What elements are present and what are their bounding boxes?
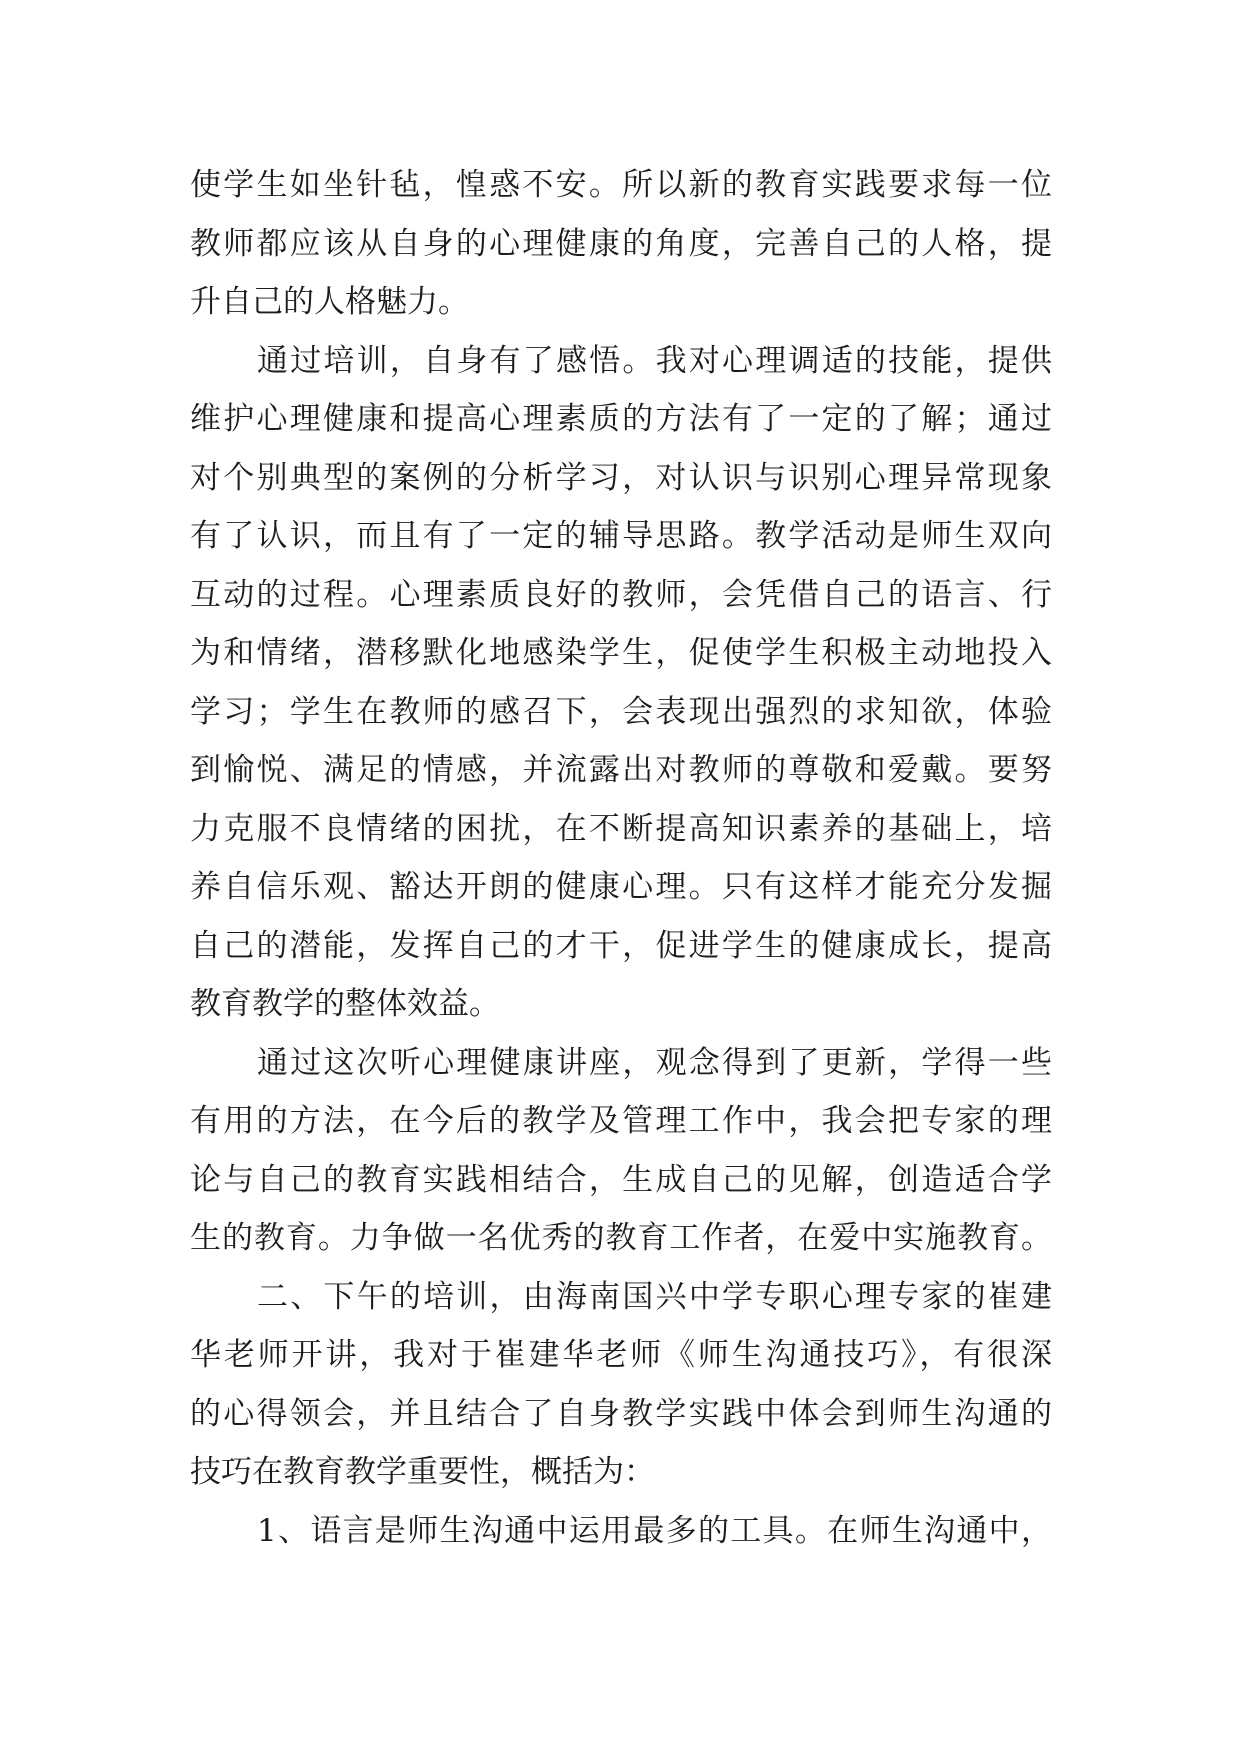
text-line: 生的教育。力争做一名优秀的教育工作者，在爱中实施教育。 — [190, 1220, 1052, 1256]
text-line: 通过这次听心理健康讲座，观念得到了更新，学得一些 — [257, 1044, 1052, 1081]
text-line: 维护心理健康和提高心理素质的方法有了一定的了解；通过 — [190, 401, 1052, 437]
text-line: 学习；学生在教师的感召下，会表现出强烈的求知欲，体验 — [190, 693, 1052, 730]
paragraph-continued — [190, 156, 1052, 332]
text-line: 到愉悦、满足的情感，并流露出对教师的尊敬和爱戴。要努 — [190, 752, 1052, 788]
text-line: 二、下午的培训，由海南国兴中学专职心理专家的崔建 — [257, 1278, 1052, 1315]
text-line: 力克服不良情绪的困扰，在不断提高知识素养的基础上，培 — [190, 810, 1052, 847]
text-line: 论与自己的教育实践相结合，生成自己的见解，创造适合学 — [190, 1161, 1052, 1198]
text-line: 的心得领会，并且结合了自身教学实践中体会到师生沟通的 — [190, 1395, 1052, 1432]
text-line: 教师都应该从自身的心理健康的角度，完善自己的人格，提 — [190, 225, 1052, 262]
text-line: 有了认识，而且有了一定的辅导思路。教学活动是师生双向 — [190, 518, 1052, 554]
text-line: 技巧在教育教学重要性，概括为： — [190, 1454, 655, 1490]
paragraph-section-two — [190, 1268, 1052, 1502]
paragraph — [190, 332, 1052, 1034]
text-line: 为和情绪，潜移默化地感染学生，促使学生积极主动地投入 — [190, 635, 1052, 671]
paragraph-list-item-1 — [190, 1502, 1052, 1561]
text-line: 有用的方法，在今后的教学及管理工作中，我会把专家的理 — [190, 1103, 1052, 1139]
text-line: 华老师开讲，我对于崔建华老师《师生沟通技巧》，有很深 — [190, 1337, 1052, 1373]
text-line: 使学生如坐针毡，惶惑不安。所以新的教育实践要求每一位 — [190, 167, 1052, 203]
text-line: 自己的潜能，发挥自己的才干，促进学生的健康成长，提高 — [190, 927, 1052, 964]
text-line: 通过培训，自身有了感悟。我对心理调适的技能，提供 — [257, 342, 1052, 379]
text-line: 互动的过程。心理素质良好的教师，会凭借自己的语言、行 — [190, 576, 1052, 613]
text-line: 养自信乐观、豁达开朗的健康心理。只有这样才能充分发掘 — [190, 869, 1052, 905]
text-line: 对个别典型的案例的分析学习，对认识与识别心理异常现象 — [190, 459, 1052, 496]
text-line: 教育教学的整体效益。 — [190, 986, 500, 1022]
text-line: 1、语言是师生沟通中运用最多的工具。在师生沟通中， — [257, 1512, 1052, 1549]
paragraph — [190, 1034, 1052, 1268]
document-body — [190, 156, 1052, 1560]
text-line: 升自己的人格魅力。 — [190, 284, 469, 320]
